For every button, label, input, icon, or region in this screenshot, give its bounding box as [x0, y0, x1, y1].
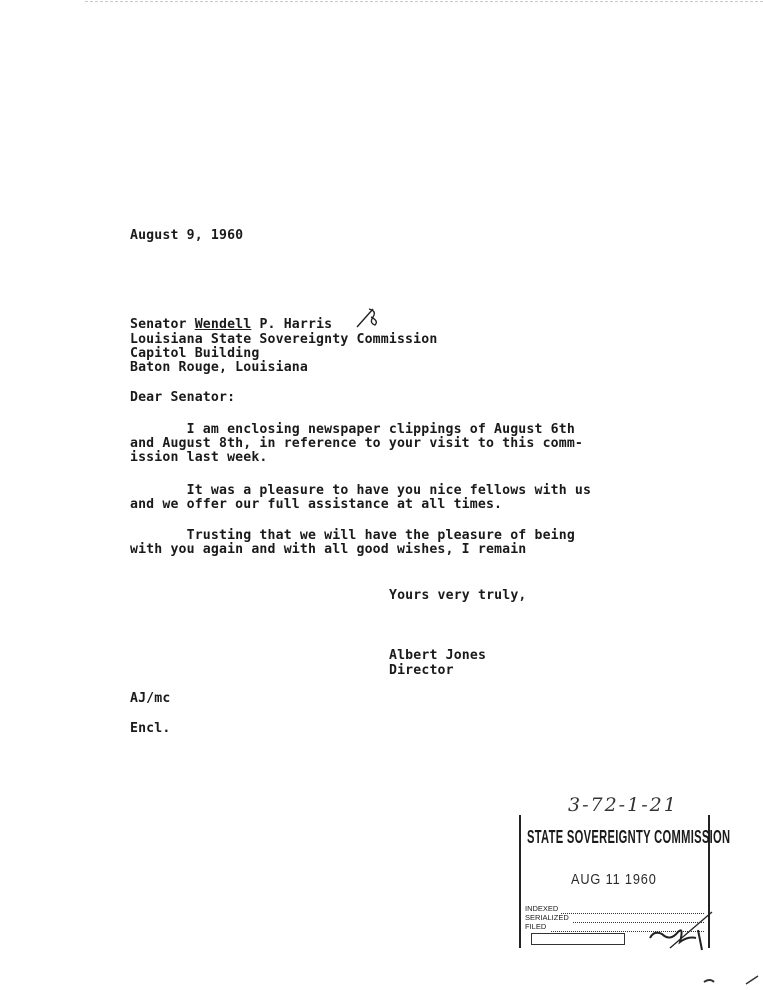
recipient-building: Capitol Building — [130, 346, 260, 361]
signer-title: Director — [389, 663, 454, 678]
handwritten-scribble-icon — [640, 908, 720, 954]
handwritten-mark-icon — [355, 305, 381, 331]
paragraph-1-line-3: ission last week. — [130, 450, 268, 465]
enclosure-note: Encl. — [130, 721, 171, 736]
top-dashed-rule — [85, 1, 763, 2]
stamp-filed-box — [531, 933, 625, 945]
paragraph-1-line-2: and August 8th, in reference to your visit to this comm- — [130, 436, 584, 451]
paragraph-3-line-2: with you again and with all good wishes, I remain — [130, 542, 527, 557]
recipient-city: Baton Rouge, Louisiana — [130, 360, 308, 375]
recipient-rest: P. Harris — [251, 317, 333, 332]
stamp-title: STATE SOVEREIGNTY COMMISSION — [527, 827, 731, 847]
signer-name: Albert Jones — [389, 648, 487, 663]
recipient-first-name: Wendell — [194, 317, 252, 332]
salutation: Dear Senator: — [130, 390, 236, 405]
stamp-date: AUG 11 1960 — [571, 871, 657, 888]
closing: Yours very truly, — [389, 588, 527, 603]
handwritten-file-number: 3-72-1-21 — [568, 794, 678, 816]
scan-speck-icon — [700, 970, 760, 988]
recipient-org: Louisiana State Sovereignty Commission — [130, 332, 438, 347]
paragraph-2-line-2: and we offer our full assistance at all times. — [130, 497, 503, 512]
stamp-serialized-label: SERIALIZED — [525, 913, 569, 922]
paragraph-2-line-1: It was a pleasure to have you nice fellows with us — [130, 483, 592, 498]
stamp-filed-label: FILED — [525, 922, 547, 931]
paragraph-3-line-1: Trusting that we will have the pleasure of being — [130, 528, 575, 543]
recipient-name-line — [130, 318, 332, 331]
letter-date: August 9, 1960 — [130, 228, 244, 243]
recipient-prefix: Senator — [130, 317, 195, 332]
stamp-indexed-label: INDEXED — [525, 904, 559, 913]
typist-initials: AJ/mc — [130, 691, 171, 706]
paragraph-1-line-1: I am enclosing newspaper clippings of August 6th — [130, 422, 575, 437]
